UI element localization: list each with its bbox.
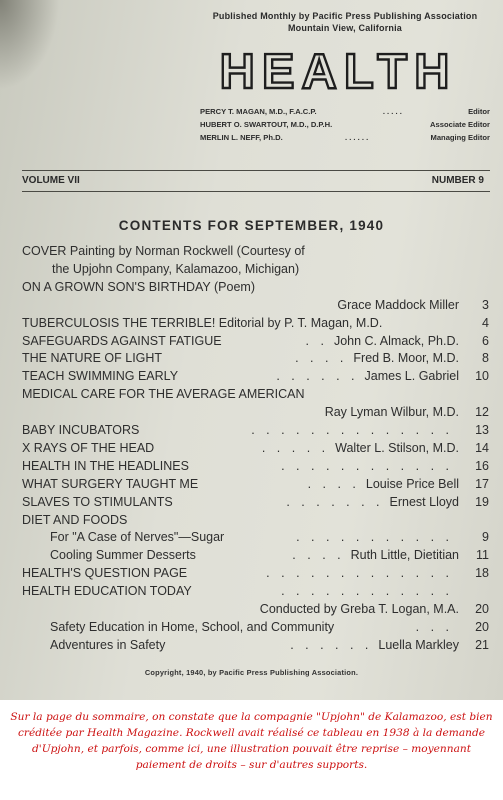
toc-entry (22, 477, 489, 494)
toc-author-group (292, 548, 459, 562)
toc-author-group (254, 602, 459, 616)
toc-title: Adventures in Safety (50, 637, 166, 652)
toc-leader-dots: . . . . (307, 476, 360, 491)
masthead (196, 44, 480, 96)
toc-author: Grace Maddock Miller (337, 297, 459, 312)
toc-author: Louise Price Bell (365, 476, 459, 491)
toc-leader-dots: . . . . . . (276, 369, 359, 384)
toc-author: Fred B. Moor, M.D. (353, 351, 459, 366)
toc-page-number: 3 (482, 297, 489, 312)
toc-entry (22, 351, 489, 368)
toc-title: Safety Education in Home, School, and Community (50, 619, 335, 634)
toc-leader-dots: . . . . . . . . . . . . (281, 458, 453, 473)
toc-title: SLAVES TO STIMULANTS (22, 494, 173, 509)
toc-page-number: 4 (482, 315, 489, 330)
toc-author-group (331, 298, 459, 312)
toc-author-group (281, 584, 459, 598)
masthead-title: HEALTH (219, 45, 457, 96)
toc-page-number: 14 (475, 440, 489, 455)
toc-entry (22, 316, 489, 333)
staff-row (200, 131, 490, 144)
toc-title: HEALTH'S QUESTION PAGE (22, 566, 188, 581)
toc-author-group (453, 262, 459, 276)
toc-entry (22, 441, 489, 458)
toc-author: Ruth Little, Dietitian (350, 548, 459, 563)
toc-leader-dots: . . . . . . . . . . . (296, 530, 453, 545)
toc-page-number: 20 (475, 602, 489, 616)
toc-entry (22, 602, 489, 619)
copyright-notice: Copyright, 1940, by Pacific Press Publishing Association. (144, 668, 359, 677)
number-label: NUMBER 9 (431, 175, 484, 186)
toc-page-number: 20 (475, 619, 489, 634)
toc-page-number: 12 (475, 405, 489, 420)
toc-title: THE NATURE OF LIGHT (22, 351, 163, 366)
staff-list (200, 105, 490, 144)
toc-title: Cooling Summer Desserts (50, 548, 196, 563)
publisher-info (200, 10, 490, 34)
toc-entry (22, 584, 489, 601)
toc-author-group (281, 459, 459, 473)
toc-author-group (306, 334, 459, 348)
toc-leader-dots: . . . . . . . . . . . . . (266, 566, 453, 581)
toc-entry (22, 334, 489, 351)
staff-dots: . . . . . (382, 107, 402, 116)
toc-entry (22, 298, 489, 315)
toc-entry (22, 423, 489, 440)
toc-title: COVER Painting by Norman Rockwell (Courtesy of (22, 244, 305, 258)
toc-title: BABY INCUBATORS (22, 423, 140, 437)
publisher-location: Mountain View, California (287, 23, 402, 33)
toc-author: James L. Gabriel (364, 369, 459, 384)
toc-page-number: 16 (475, 458, 489, 473)
toc-page-number: 18 (475, 566, 489, 581)
toc-page-number: 10 (475, 369, 489, 384)
toc-title: the Upjohn Company, Kalamazoo, Michigan) (52, 261, 300, 276)
toc-author-group (453, 387, 459, 401)
toc-author: John C. Almack, Ph.D. (333, 333, 459, 348)
toc-title: ON A GROWN SON'S BIRTHDAY (Poem) (22, 279, 255, 294)
toc-entry (22, 262, 489, 279)
toc-author-group (251, 423, 459, 437)
toc-author: Ernest Lloyd (389, 494, 459, 509)
toc-page-number: 17 (475, 476, 489, 491)
toc-author-group (453, 513, 459, 527)
caption-text: Sur la page du sommaire, on constate que la compagnie "Upjohn" de Kalamazoo, est bien créditée par Health Magazine. Rockwell avait réalisé ce tableau en 1938 à la demande d'Upjohn, et parfois, comme ici, une illustration pouvait être reprise – moyennant paiement de droits – sur d'autres supports. (10, 711, 493, 771)
toc-leader-dots: . . . . . (261, 440, 330, 455)
toc-title: WHAT SURGERY TAUGHT ME (22, 476, 199, 491)
toc-author-group (319, 405, 459, 419)
toc-author: Luella Markley (378, 637, 459, 652)
toc-title: HEALTH EDUCATION TODAY (22, 584, 192, 599)
toc-author-group (266, 566, 459, 580)
staff-row (200, 105, 490, 118)
toc-page-number: 6 (482, 333, 489, 348)
staff-dots: . . . . . . (344, 133, 369, 142)
toc-title: HEALTH IN THE HEADLINES (22, 458, 189, 473)
contents-title: CONTENTS FOR SEPTEMBER, 1940 (118, 218, 385, 233)
toc-page-number: 21 (475, 637, 489, 652)
staff-role: Managing Editor (430, 133, 490, 142)
toc-author-group (290, 638, 459, 652)
toc-author-group (453, 316, 459, 330)
toc-entry (22, 638, 489, 655)
toc-title: For "A Case of Nerves"—Sugar (50, 530, 225, 545)
toc-page-number: 13 (475, 423, 489, 437)
toc-title: TUBERCULOSIS THE TERRIBLE! Editorial by P. T. Magan, M.D. (22, 315, 383, 330)
toc-entry (22, 387, 489, 404)
toc-title: DIET AND FOODS (22, 512, 128, 527)
page-corner-shadow (0, 0, 60, 90)
toc-leader-dots: . . . . . . . (286, 494, 384, 509)
toc-title: MEDICAL CARE FOR THE AVERAGE AMERICAN (22, 387, 305, 402)
volume-label: VOLUME VII (22, 175, 80, 186)
toc-author-group (276, 369, 459, 383)
toc-page-number: 11 (476, 548, 489, 563)
toc-entry (22, 459, 489, 476)
toc-title: X RAYS OF THE HEAD (22, 440, 155, 455)
toc-author: Conducted by Greba T. Logan, M.A. (259, 602, 459, 616)
toc-author-group (308, 477, 459, 491)
toc-author: Ray Lyman Wilbur, M.D. (324, 405, 459, 420)
toc-entry (22, 548, 489, 565)
toc-author-group (295, 351, 459, 365)
toc-entry (22, 495, 489, 512)
toc-leader-dots: . . . . (292, 548, 345, 563)
toc-entry (22, 405, 489, 422)
toc-leader-dots: . . . . . . (290, 637, 373, 652)
toc-author-group (262, 441, 459, 455)
toc-leader-dots: . . (305, 333, 328, 348)
top-rule (22, 170, 490, 171)
toc-entry (22, 513, 489, 530)
toc-leader-dots: . . . . . . . . . . . . (281, 584, 453, 599)
toc-leader-dots: . . . . . . . . . . . . . . (251, 423, 453, 437)
toc-entry (22, 566, 489, 583)
bottom-rule (22, 191, 490, 192)
toc-author-group (453, 244, 459, 258)
toc-leader-dots: . . . (415, 619, 453, 634)
toc-title: TEACH SWIMMING EARLY (22, 369, 179, 384)
volume-bar (22, 175, 484, 186)
toc-title: SAFEGUARDS AGAINST FATIGUE (22, 333, 222, 348)
staff-name: PERCY T. MAGAN, M.D., F.A.C.P. (200, 107, 317, 116)
toc-author-group (296, 530, 459, 544)
toc-entry (22, 244, 489, 261)
toc-entry (22, 369, 489, 386)
toc-entry (22, 530, 489, 547)
staff-name: MERLIN L. NEFF, Ph.D. (200, 133, 283, 142)
staff-role: Editor (468, 107, 490, 116)
toc-entry (22, 620, 489, 637)
toc-author-group (416, 620, 459, 634)
toc-author-group (286, 495, 459, 509)
staff-name: HUBERT O. SWARTOUT, M.D., D.P.H. (200, 120, 333, 129)
staff-row (200, 118, 490, 131)
toc-author: Walter L. Stilson, M.D. (335, 440, 459, 455)
toc-entry (22, 280, 489, 297)
toc-page-number: 19 (475, 494, 489, 509)
toc-author-group (453, 280, 459, 294)
toc-leader-dots: . . . . (295, 351, 348, 366)
toc-page-number: 8 (482, 351, 489, 366)
toc-page-number: 9 (482, 530, 489, 545)
publisher-line: Published Monthly by Pacific Press Publishing Association (212, 11, 478, 21)
staff-role: Associate Editor (430, 120, 490, 129)
